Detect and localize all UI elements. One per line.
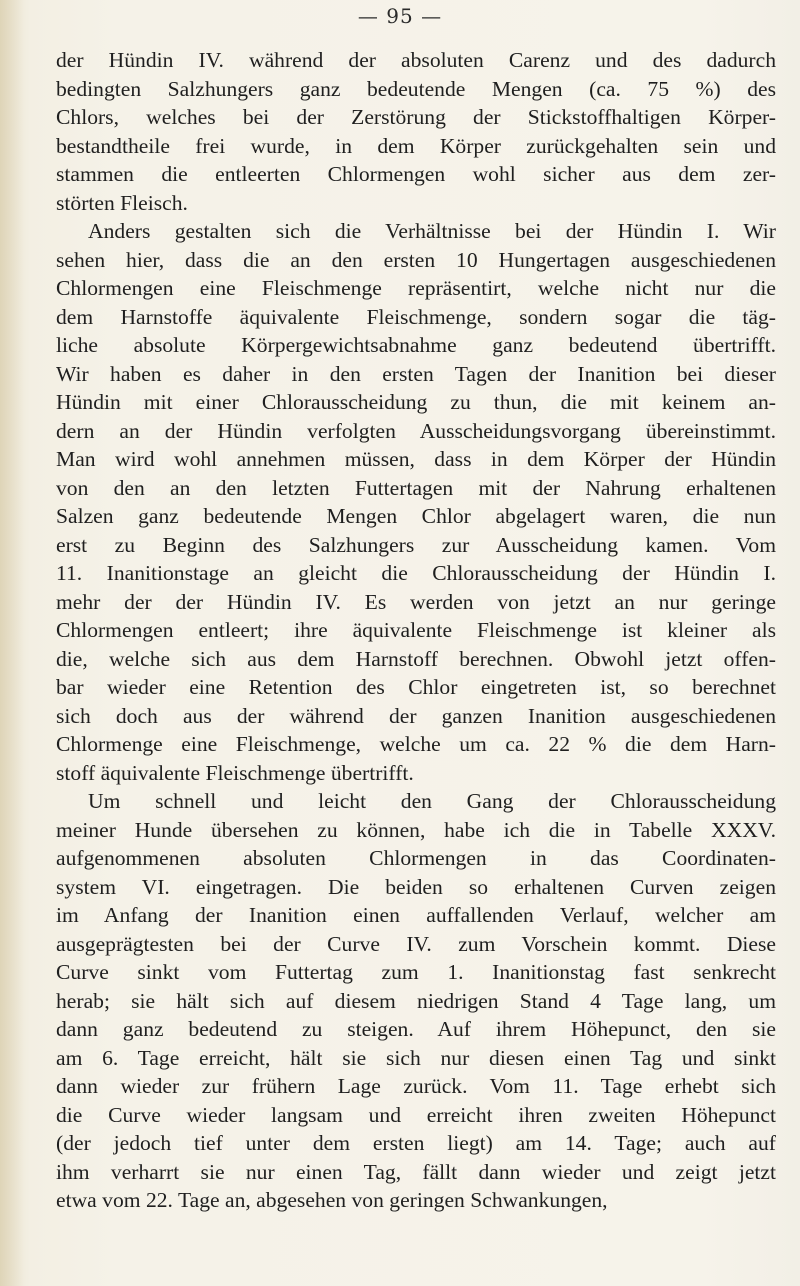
text-line: stoff äquivalente Fleischmenge übertrifft. xyxy=(56,760,414,785)
text-line: Salzen ganz bedeutende Mengen Chlor abgelagert waren, die nun xyxy=(56,504,776,528)
text-line: etwa vom 22. Tage an, abgesehen von geringen Schwankungen, xyxy=(56,1188,608,1212)
text-line: ausgeprägtesten bei der Curve IV. zum Vorschein kommt. Diese xyxy=(56,931,776,956)
text-line: bar wieder eine Retention des Chlor eingetreten ist, so berechnet xyxy=(56,675,776,699)
text-line: mehr der der Hündin IV. Es werden von jetzt an nur geringe xyxy=(56,589,776,614)
paragraph xyxy=(56,217,776,787)
page-edge-stain xyxy=(0,0,24,1286)
text-line: dann wieder zur frühern Lage zurück. Vom 11. Tage erhebt sich xyxy=(56,1074,776,1098)
text-line: erst zu Beginn des Salzhungers zur Ausscheidung kamen. Vom xyxy=(56,532,776,557)
text-line: stammen die entleerten Chlormengen wohl sicher aus dem zer- xyxy=(56,162,776,186)
text-line: der Hündin IV. während der absoluten Carenz und des dadurch xyxy=(56,48,776,72)
text-line: von den an den letzten Futtertagen mit der Nahrung erhaltenen xyxy=(56,475,776,500)
text-line: Curve sinkt vom Futtertag zum 1. Inanitionstag fast senkrecht xyxy=(56,960,776,984)
text-line: 11. Inanitionstage an gleicht die Chlorausscheidung der Hündin I. xyxy=(56,561,776,585)
text-line: (der jedoch tief unter dem ersten liegt) am 14. Tage; auch auf xyxy=(56,1131,776,1155)
text-line: Anders gestalten sich die Verhältnisse bei der Hündin I. Wir xyxy=(88,219,776,243)
text-line: sehen hier, dass die an den ersten 10 Hungertagen ausgeschiedenen xyxy=(56,247,776,272)
text-line: ihm verharrt sie nur einen Tag, fällt dann wieder und zeigt jetzt xyxy=(56,1159,776,1184)
text-line: Chlormengen eine Fleischmenge repräsentirt, welche nicht nur die xyxy=(56,276,776,300)
text-line: dern an der Hündin verfolgten Ausscheidungsvorgang übereinstimmt. xyxy=(56,418,776,443)
text-line: bedingten Salzhungers ganz bedeutende Mengen (ca. 75 %) des xyxy=(56,76,776,101)
text-line: störten Fleisch. xyxy=(56,190,188,215)
text-line: system VI. eingetragen. Die beiden so erhaltenen Curven zeigen xyxy=(56,874,776,899)
paragraph xyxy=(56,787,776,1215)
body-text xyxy=(56,46,776,1215)
text-line: Chlors, welches bei der Zerstörung der Stickstoffhaltigen Körper- xyxy=(56,105,776,129)
text-line: Chlormenge eine Fleischmenge, welche um ca. 22 % die dem Harn- xyxy=(56,732,776,756)
text-line: Man wird wohl annehmen müssen, dass in dem Körper der Hündin xyxy=(56,447,776,471)
text-line: bestandtheile frei wurde, in dem Körper zurückgehalten sein und xyxy=(56,133,776,158)
text-line: liche absolute Körpergewichtsabnahme ganz bedeutend übertrifft. xyxy=(56,333,776,357)
text-line: dann ganz bedeutend zu steigen. Auf ihrem Höhepunct, den sie xyxy=(56,1017,776,1041)
text-line: dem Harnstoffe äquivalente Fleischmenge, sondern sogar die täg- xyxy=(56,304,776,329)
text-line: Wir haben es daher in den ersten Tagen der Inanition bei dieser xyxy=(56,361,776,386)
paragraph xyxy=(56,46,776,217)
text-line: meiner Hunde übersehen zu können, habe ich die in Tabelle XXXV. xyxy=(56,817,776,842)
text-line: Um schnell und leicht den Gang der Chlorausscheidung xyxy=(88,789,776,813)
page-number: — 95 — xyxy=(357,4,443,28)
text-line: Chlormengen entleert; ihre äquivalente Fleischmenge ist kleiner als xyxy=(56,618,776,642)
text-line: die, welche sich aus dem Harnstoff berechnen. Obwohl jetzt offen- xyxy=(56,646,776,671)
text-line: herab; sie hält sich auf diesem niedrigen Stand 4 Tage lang, um xyxy=(56,988,776,1013)
text-line: am 6. Tage erreicht, hält sie sich nur diesen einen Tag und sinkt xyxy=(56,1045,776,1070)
text-line: aufgenommenen absoluten Chlormengen in das Coordinaten- xyxy=(56,846,776,870)
text-line: sich doch aus der während der ganzen Inanition ausgeschiedenen xyxy=(56,703,776,728)
text-line: die Curve wieder langsam und erreicht ihren zweiten Höhepunct xyxy=(56,1102,776,1127)
text-line: im Anfang der Inanition einen auffallenden Verlauf, welcher am xyxy=(56,903,776,927)
text-line: Hündin mit einer Chlorausscheidung zu thun, die mit keinem an- xyxy=(56,390,776,414)
